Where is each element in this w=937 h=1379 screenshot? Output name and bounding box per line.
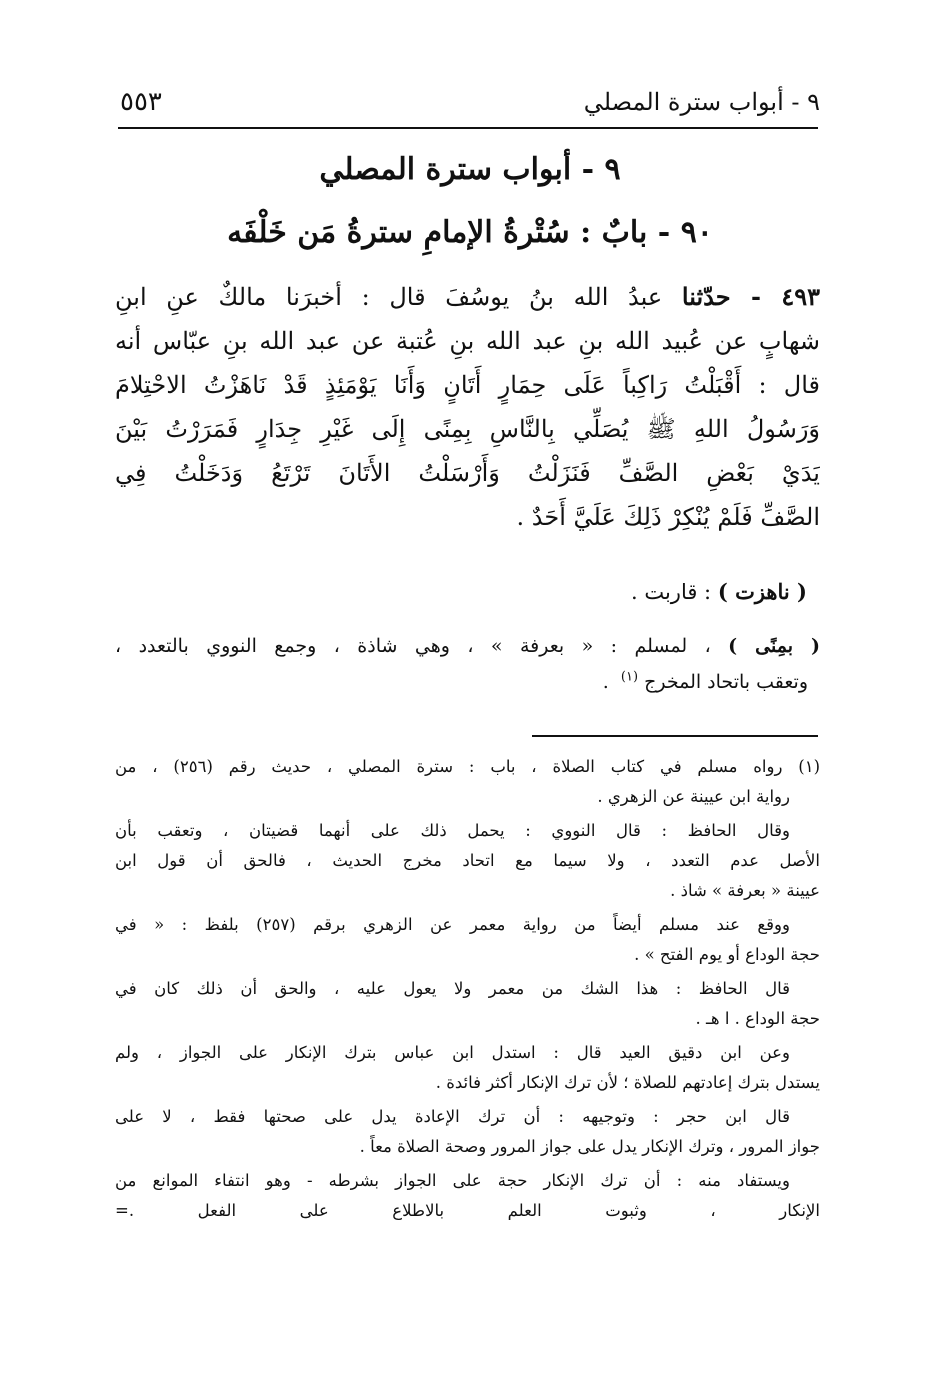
footnote-line-text: الإنكار ، وثبوت العلم بالاطلاع على الفعل . [128, 1201, 820, 1220]
footnote-line: (١) رواه مسلم في كتاب الصلاة ، باب : سترة المصلي ، حديث رقم (٢٥٦) ، من [115, 757, 820, 776]
footnote-line: قال ابن حجر : وتوجيهه : أن ترك الإعادة يدل على صحتها فقط ، لا على [115, 1107, 790, 1126]
hadith-line: وَرَسُولُ اللهِ ﷺ يُصَلِّي بِالنَّاسِ بِمِنًى إِلَى غَيْرِ جِدَارٍ فَمَرَرْتُ بَيْنَ [115, 415, 820, 443]
page-header [120, 84, 820, 124]
footnote-line: يستدل بترك إعادتهم للصلاة ؛ لأن ترك الإنكار أكثر فائدة . [435, 1073, 820, 1092]
footnote-line: ووقع عند مسلم أيضاً من رواية معمر عن الزهري برقم (٢٥٧) بلفظ : « في [115, 915, 790, 934]
footnote-line: ويستفاد منه : أن ترك الإنكار حجة على الجواز بشرطه - وهو انتفاء الموانع من [115, 1171, 790, 1190]
footnote-line [115, 1196, 820, 1226]
hadith-line: يَدَيْ بَعْضِ الصَّفِّ فَنَزَلْتُ وَأَرْسَلْتُ الأَتَانَ تَرْتَعُ وَدَخَلْتُ فِي [115, 459, 820, 487]
footnote-line: عيينة « بعرفة » شاذ . [670, 881, 820, 900]
chapter-title: ٩ - أبواب سترة المصلي [319, 152, 621, 187]
footnote-separator [532, 735, 818, 737]
hadith-number: ٤٩٣ - حدّثنا [681, 282, 820, 311]
footnote-line: وقال الحافظ : قال النووي : يحمل ذلك على أنهما قضيتان ، وتعقب بأن [115, 821, 790, 840]
footnote-line: الأصل عدم التعدد ، ولا سيما مع اتحاد مخرج الحديث ، فالحق أن قول ابن [115, 851, 820, 870]
gloss-term: ( ناهزت ) [717, 579, 807, 604]
footnotes [115, 752, 820, 1226]
running-head: ٩ - أبواب سترة المصلي [583, 88, 820, 116]
hadith-line [115, 275, 820, 319]
footnote-line: وعن ابن دقيق العيد قال : استدل ابن عباس بترك الإنكار على الجواز ، ولم [115, 1043, 790, 1062]
footnote-line: رواية ابن عيينة عن الزهري . [597, 787, 790, 806]
footnote-line: حجة الوداع . ا هـ . [695, 1009, 820, 1028]
footnote-line: جواز المرور ، وترك الإنكار يدل على جواز المرور وصحة الصلاة معاً . [359, 1137, 820, 1156]
commentary-line [115, 628, 820, 664]
commentary-line [115, 664, 820, 700]
commentary-end: . [602, 671, 609, 693]
hadith-line: قال : أَقْبَلْتُ رَاكِباً عَلَى حِمَارٍ أَتَانٍ وَأَنَا يَوْمَئِذٍ قَدْ نَاهَزْتُ الاحْتِلامَ [115, 371, 820, 399]
footnote-line: قال الحافظ : هذا الشك من معمر ولا يعول عليه ، والحق أن ذلك كان في [115, 979, 790, 998]
page-number: ٥٥٣ [120, 87, 162, 117]
header-rule [118, 127, 818, 129]
hadith-line: شهابٍ عن عُبيد الله بنِ عبد الله بنِ عُتبة عن عبد الله بنِ عبّاس أنه [115, 327, 820, 355]
commentary-term: ( بمِنًى ) [728, 635, 820, 657]
footnote-reference[interactable]: (١) [620, 669, 639, 685]
hadith-line: الصَّفِّ فَلَمْ يُنْكِرْ ذَلِكَ عَلَيَّ أَحَدٌ . [516, 503, 820, 531]
footnote-line: حجة الوداع أو يوم الفتح » . [634, 945, 820, 964]
commentary-note [115, 628, 820, 700]
hadith-line-text: عبدُ الله بنُ يوسُفَ قال : أخبرَنا مالكٌ عنِ ابنِ [115, 283, 663, 311]
gloss-note [117, 574, 807, 610]
continuation-mark: = [115, 1201, 129, 1220]
commentary-text: ، لمسلم : « بعرفة » ، وهي شاذة ، وجمع النووي بالتعدد ، [115, 635, 711, 657]
gloss-definition: : قاربت . [630, 580, 712, 604]
hadith-text [115, 275, 820, 539]
section-title: ٩٠ - بابٌ : سُتْرةُ الإمامِ سترةُ مَن خَلْفَه [227, 215, 713, 250]
commentary-text: وتعقب باتحاد المخرج [644, 671, 808, 693]
